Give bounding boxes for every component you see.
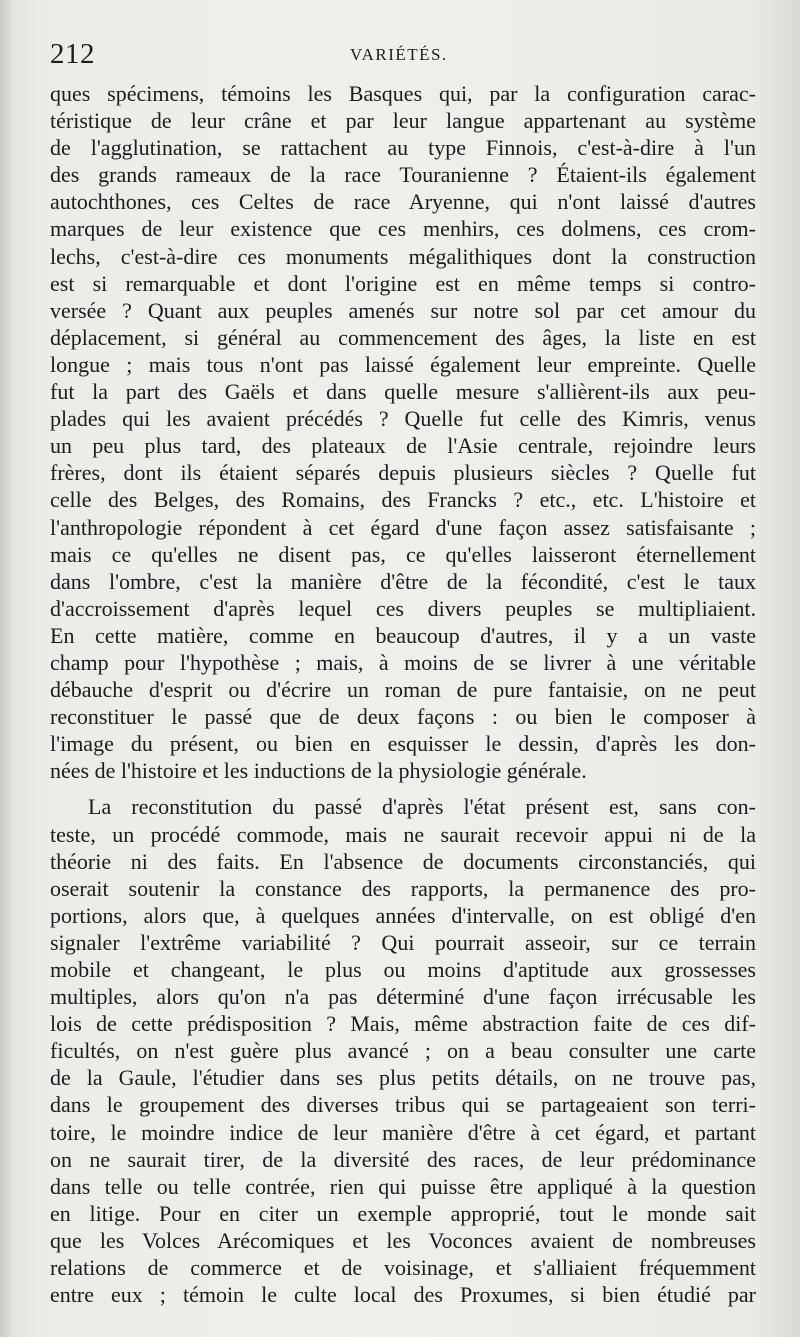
text-line: versée ? Quant aux peuples amenés sur notre sol par cet amour du <box>50 297 756 323</box>
text-line: dans l'ombre, c'est la manière d'être de la fécondité, c'est le taux <box>50 568 756 594</box>
paragraph-break <box>50 784 756 793</box>
text-line: de l'agglutination, se rattachent au type Finnois, c'est-à-dire à l'un <box>50 135 756 161</box>
text-line: déplacement, si général au commencement des âges, la liste en est <box>50 324 756 350</box>
paragraph-2 <box>50 793 756 1308</box>
text-line: marques de leur existence que ces menhirs, ces dolmens, ces crom- <box>50 216 756 242</box>
text-line: téristique de leur crâne et par leur langue appartenant au système <box>50 108 756 134</box>
text-line: mais ce qu'elles ne disent pas, ce qu'elles laisseront éternellement <box>50 541 756 567</box>
text-line: on ne saurait tirer, de la diversité des races, de leur prédominance <box>50 1146 756 1172</box>
text-line: frères, dont ils étaient séparés depuis plusieurs siècles ? Quelle fut <box>50 460 756 486</box>
text-line: autochthones, ces Celtes de race Aryenne, qui n'ont laissé d'autres <box>50 189 756 215</box>
text-line: fut la part des Gaëls et dans quelle mesure s'allièrent-ils aux peu- <box>50 379 756 405</box>
body-text <box>50 80 756 1308</box>
text-line: en litige. Pour en citer un exemple approprié, tout le monde sait <box>50 1200 756 1226</box>
text-line: nées de l'histoire et les inductions de la physiologie générale. <box>50 758 587 784</box>
text-line: l'anthropologie répondent à cet égard d'une façon assez satisfaisante ; <box>50 514 756 540</box>
text-line: portions, alors que, à quelques années d'intervalle, on est obligé d'en <box>50 902 756 928</box>
text-line: teste, un procédé commode, mais ne saurait recevoir appui ni de la <box>50 821 756 847</box>
text-line: mobile et changeant, le plus ou moins d'aptitude aux grossesses <box>50 957 756 982</box>
page-number: 212 <box>50 38 95 70</box>
page-gutter-shadow <box>0 0 14 1337</box>
text-line: toire, le moindre indice de leur manière d'être à cet égard, et partant <box>50 1119 756 1145</box>
page-header <box>50 38 756 74</box>
running-head: VARIÉTÉS. <box>350 45 448 64</box>
text-line: d'accroissement d'après lequel ces divers peuples se multipliaient. <box>50 595 756 621</box>
text-line: un peu plus tard, des plateaux de l'Asie centrale, rejoindre leurs <box>50 433 756 459</box>
text-line: champ pour l'hypothèse ; mais, à moins de se livrer à une véritable <box>50 649 756 675</box>
text-line: l'image du présent, ou bien en esquisser le dessin, d'après les don- <box>50 731 756 757</box>
text-line: de la Gaule, l'étudier dans ses plus petits détails, on ne trouve pas, <box>50 1065 756 1091</box>
text-line: est si remarquable et dont l'origine est en même temps si contro- <box>50 270 756 296</box>
text-line: que les Volces Arécomiques et les Voconces avaient de nombreuses <box>50 1227 756 1253</box>
text-line: débauche d'esprit ou d'écrire un roman de pure fantaisie, on ne peut <box>50 677 756 703</box>
text-line: La reconstitution du passé d'après l'état présent est, sans con- <box>88 794 756 820</box>
text-line: oserait soutenir la constance des rapports, la permanence des pro- <box>50 875 756 901</box>
paragraph-1 <box>50 80 756 784</box>
text-line: ques spécimens, témoins les Basques qui, par la configuration carac- <box>50 81 756 106</box>
text-line: ficultés, on n'est guère plus avancé ; on a beau consulter une carte <box>50 1038 756 1064</box>
text-line: lois de cette prédisposition ? Mais, même abstraction faite de ces dif- <box>50 1011 756 1037</box>
text-line: entre eux ; témoin le culte local des Proxumes, si bien étudié par <box>50 1282 756 1308</box>
text-line: lechs, c'est-à-dire ces monuments mégalithiques dont la construction <box>50 243 756 269</box>
text-line: théorie ni des faits. En l'absence de documents circonstanciés, qui <box>50 848 756 874</box>
text-line: dans telle ou telle contrée, rien qui puisse être appliqué à la question <box>50 1173 756 1199</box>
text-line: longue ; mais tous n'ont pas laissé également leur empreinte. Quelle <box>50 351 756 377</box>
text-line: des grands rameaux de la race Touranienne ? Étaient-ils également <box>50 162 756 188</box>
text-line: multiples, alors qu'on n'a pas déterminé d'une façon irrécusable les <box>50 984 756 1010</box>
text-line: dans le groupement des diverses tribus qui se partageaient son terri- <box>50 1092 756 1118</box>
text-line: reconstituer le passé que de deux façons : ou bien le composer à <box>50 704 756 730</box>
text-line: celle des Belges, des Romains, des Francks ? etc., etc. L'histoire et <box>50 487 756 513</box>
text-line: En cette matière, comme en beaucoup d'autres, il y a un vaste <box>50 622 756 648</box>
text-line: relations de commerce et de voisinage, et s'alliaient fréquemment <box>50 1255 756 1281</box>
text-line: plades qui les avaient précédés ? Quelle fut celle des Kimris, venus <box>50 406 756 432</box>
text-line: signaler l'extrême variabilité ? Qui pourrait asseoir, sur ce terrain <box>50 929 756 955</box>
